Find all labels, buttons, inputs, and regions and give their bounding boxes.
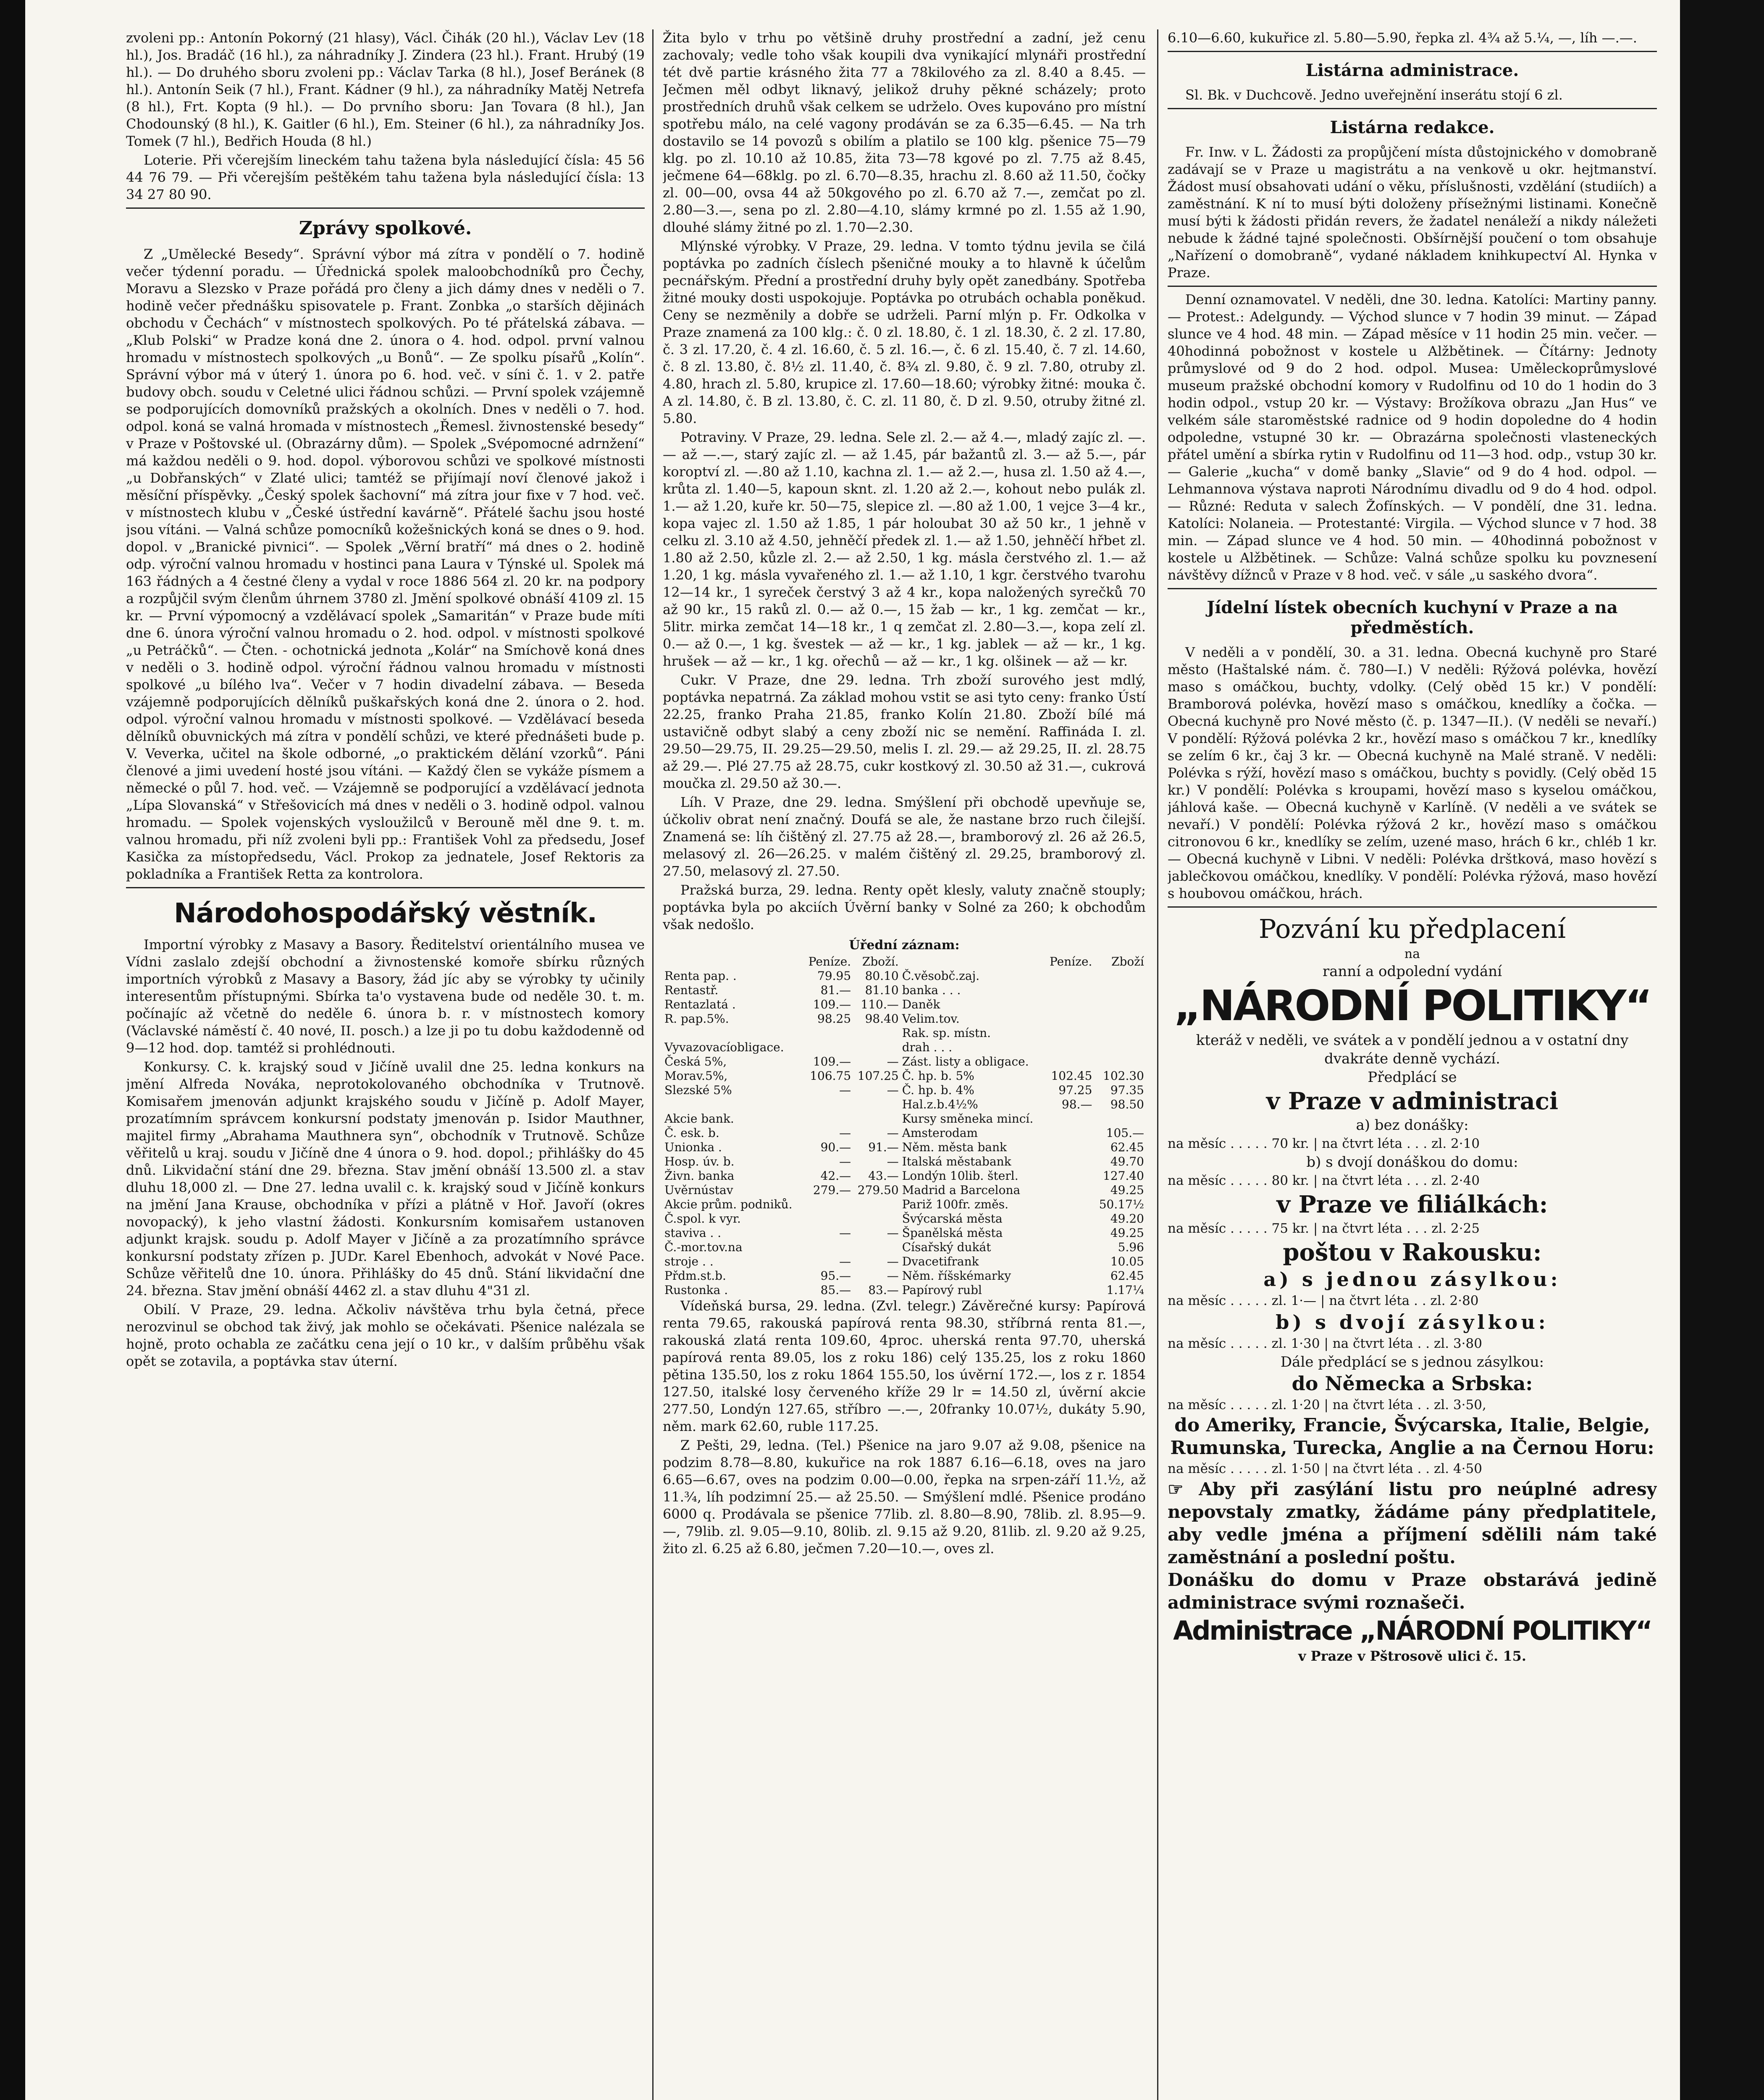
table-cell	[1045, 1183, 1094, 1197]
table-cell: —	[887, 1226, 899, 1240]
table-cell: 279.—	[813, 1183, 851, 1197]
ad-option: a) s jednou zásylkou:	[1263, 1268, 1561, 1291]
table-row	[663, 969, 1146, 983]
table-cell: Unionka .	[664, 1140, 722, 1154]
table-row	[663, 1083, 1146, 1097]
table-cell	[1045, 1026, 1094, 1040]
ad-nemecka: do Německa a Srbska:	[1292, 1372, 1533, 1395]
table-cell	[1094, 1012, 1146, 1026]
table-cell: Rustonka .	[664, 1283, 728, 1297]
table-cell: drah . . .	[902, 1040, 953, 1054]
table-cell: 98.25	[817, 1012, 851, 1026]
market-report: Potraviny. V Praze, 29. ledna. Sele zl. 2.— až 4.—, mladý zajíc zl. —.— až —.—, starý zajíc zl. — až 1.45, pár bažantů zl. 3.— až 5.—, pár koroptví zl. —.80 až 1.10, kachna zl. 1.— až 2.—, husa zl. 1.50 až 4.—, krůta zl. 1.40—5, kapoun sknt. zl. 1.20 až 2.—, kohout nebo pulák zl. 1.— až 1.20, kuře kr. 50—75, slepice zl. —.80 až 1.00, 1 vejce 3—4 kr., kopa vajec zl. 1.50 až 1.85, 1 pár holoubat 30 až 50 kr., 1 jehně v celku zl. 3.10 až 4.50, jehněčí předek zl. 1.— až 1.50, jehněčí hřbet zl. 1.80 až 2.50, kůzle zl. 2.— až 2.50, 1 kg. másla čerstvého zl. 1.— až 1.20, 1 kg. másla vyvařeného zl. 1.— až 1.10, 1 kgr. čerstvého tvarohu 12—14 kr., 1 syreček čerstvý 3 až 4 kr., kopa naložených syrečků 70 až 90 kr., 15 raků zl. 0.— až 0.—, 15 žab — kr., 1 kg. zemčat — kr., 5litr. mirka zemčat 14—18 kr., 1 q zemčat zl. 2.80—3.—, kopa zelí zl. 0.— až 0.—, 1 kg. švestek — až — kr., 1 kg. jablek — až — kr., 1 kg. hrušek — až — kr., 1 kg. ořechů — až — kr., 1 kg. olšinek — až — kr.	[663, 429, 1146, 669]
ad-delivery: Donášku do domu v Praze obstarává jedině administrace svými roznašeči.	[1168, 1570, 1657, 1613]
table-cell: 279.50	[857, 1183, 899, 1197]
divider	[1168, 588, 1657, 589]
table-cell	[663, 1097, 803, 1112]
table-cell: —	[887, 1126, 899, 1140]
ad-option: a) bez donášky:	[1356, 1117, 1469, 1134]
table-cell: 62.45	[1110, 1140, 1144, 1154]
table-cell	[853, 1026, 900, 1040]
table-row	[663, 1040, 1146, 1055]
table-cell: 97.25	[1058, 1083, 1092, 1097]
scan-edge-left	[0, 0, 25, 2100]
table-row	[663, 1240, 1146, 1255]
table-cell: 49.25	[1110, 1226, 1144, 1240]
scan-edge-right	[1680, 0, 1764, 2100]
heading-listarna-redakce: Listárna redakce.	[1330, 118, 1495, 137]
table-cell	[1045, 1240, 1094, 1255]
table-cell: 106.75	[810, 1069, 851, 1083]
table-cell: Rentazlatá .	[664, 998, 736, 1011]
ad-dale: Dále předplácí se s jednou zásylkou:	[1280, 1354, 1544, 1370]
daily-announcements: Denní oznamovatel. V neděli, dne 30. ledna. Katolíci: Martiny panny. — Protest.: Adelgundy. — Východ slunce v 7 hodin 39 minut. — Západ slunce ve 4 hod. 48 min. — Západ měsíce v 11 hodin 25 min. večer. — 40hodinná pobožnost v kostele u Alžbětinek. — Čítárny: Jednoty průmyslové od 9 do 2 hod. odpol. Musea: Uměleckoprůmyslové museum pražské obchodní komory v Rudolfinu od 10 do 1 hodin do 3 hodin odpol., vstup 20 kr. — Výstavy: Brožíkova obrazu „Jan Hus“ ve velkém sále staroměstské radnice od 9 hodin dopoledne do 4 hodin odpoledne, vstupné 30 kr. — Obrazárna společnosti vlasteneckých přátel umění a sbírka rytin v Rudolfinu od 11—3 hod. odp., vstup 30 kr. — Galerie „kucha“ v domě banky „Slavie“ od 9 do 4 hod. odpol. — Lehmannova výstava naproti Národnímu divadlu od 9 do 4 hod. odpol. — Různé: Reduta v salech Žofínských. — V pondělí, dne 31. ledna. Katolíci: Nolaneia. — Protestanté: Virgila. — Východ slunce v 7 hod. 38 min. — Západ slunce ve 4 hod. 50 min. — 40hodinná pobožnost v kostele u Alžbětinek. — Schůze: Valná schůze spolku ku povznesení návštěvy dížnců v Praze v 8 hod. več. v sále „u saského dvora“.	[1168, 291, 1657, 583]
table-cell: Přdm.st.b.	[664, 1269, 726, 1283]
price-row: na měsíc . . . . . 80 kr. | na čtvrt léta . . . zl. 2·40	[1168, 1173, 1480, 1188]
table-cell	[1045, 969, 1094, 983]
table-cell: 109.—	[813, 1055, 851, 1068]
table-cell	[803, 1112, 853, 1126]
table-cell: 95.—	[820, 1269, 851, 1283]
table-cell	[1045, 1197, 1094, 1212]
table-cell: Č.spol. k vyr.	[664, 1212, 741, 1226]
economy-article: Obilí. V Praze, 29. ledna. Ačkoliv návštěva trhu byla četná, přece nerozvinul se obchod tak živý, jak mohlo se očekávati. Pšenice nalézala se hojně, proto ochabla ze začátku cena její o 10 kr., v dalším průběhu však opět se zotavila, a poptávka stav úterní.	[126, 1302, 645, 1369]
table-cell	[803, 1040, 853, 1055]
admin-notice: Sl. Bk. v Duchcově. Jedno uveřejnění inserátu stojí 6 zl.	[1185, 87, 1563, 103]
ad-address: v Praze v Pštrosově ulici č. 15.	[1298, 1648, 1527, 1664]
ad-title: Pozvání ku předplacení	[1258, 914, 1566, 944]
table-cell: Hal.z.b.4½%	[902, 1097, 978, 1111]
table-cell: Amsterodam	[902, 1126, 978, 1140]
ad-editions: ranní a odpolední vydání	[1322, 963, 1502, 980]
column-rule	[1157, 29, 1158, 2100]
quote-table-header	[663, 955, 1146, 969]
table-row	[663, 1126, 1146, 1140]
market-report: Pražská burza, 29. ledna. Renty opět klesly, valuty značně stouply; poptávka byla po akciích Úvěrní banky v Solné za 260; k obchodům však nedošlo.	[663, 882, 1146, 932]
table-cell: 105.—	[1106, 1126, 1144, 1140]
ad-filialky: v Praze ve filiálkách:	[1276, 1191, 1548, 1218]
table-cell: 98.40	[865, 1012, 899, 1026]
table-cell	[1094, 998, 1146, 1012]
table-cell	[663, 1026, 803, 1040]
price-row: na měsíc . . . . . zl. 1·30 | na čtvrt léta . . zl. 3·80	[1168, 1336, 1482, 1351]
table-cell: 102.30	[1103, 1069, 1144, 1083]
table-cell	[1045, 998, 1094, 1012]
table-cell: R. pap.5%.	[664, 1012, 729, 1026]
table-cell: 91.—	[868, 1140, 899, 1154]
ad-description: kteráž v neděli, ve svátek a v pondělí jednou a v ostatní dny dvakráte denně vychází.	[1196, 1032, 1629, 1067]
table-cell	[803, 1197, 853, 1212]
table-cell	[803, 1026, 853, 1040]
divider	[1168, 108, 1657, 109]
table-cell: Něm. města bank	[902, 1140, 1007, 1154]
table-cell: Švýcarská města	[902, 1212, 1003, 1226]
table-cell: Morav.5%,	[664, 1069, 728, 1083]
table-row	[663, 998, 1146, 1012]
ad-praha-administrace: v Praze v administraci	[1266, 1087, 1559, 1115]
column-rule	[652, 29, 654, 2100]
table-cell: —	[887, 1083, 899, 1097]
table-row	[663, 1269, 1146, 1283]
table-cell: Císařský dukát	[902, 1240, 991, 1254]
ad-postou: poštou v Rakousku:	[1283, 1239, 1542, 1266]
table-cell: Akcie bank.	[664, 1112, 734, 1126]
ad-ameriky: do Ameriky, Francie, Švýcarska, Italie, Belgie, Rumunska, Turecka, Anglie a na Černou Horu:	[1170, 1415, 1654, 1459]
table-cell: Uvěrnústav	[664, 1183, 733, 1197]
divider	[1168, 286, 1657, 287]
table-cell: Č. hp. b. 4%	[902, 1083, 974, 1097]
table-cell: 49.25	[1110, 1183, 1144, 1197]
table-cell: —	[839, 1126, 851, 1140]
table-cell	[1045, 1055, 1094, 1069]
market-report: Cukr. V Praze, dne 29. ledna. Trh zboží surového jest mdlý, poptávka nepatrná. Za základ mohou vstit se asi tyto ceny: franko Ústí 22.25, franko Praha 21.85, franko Kolín 21.80. Zboží bílé má ustavičně odbyt slabý a ceny zboží nic se nemění. Raffináda I. zl. 29.50—29.75, II. 29.25—29.50, melis I. zl. 29.— až 29.25, II. zl. 28.75 až 29.—. Plé 27.75 až 28.75, cukr kostkový zl. 30.50 až 31.—, cukrová moučka zl. 29.50 až 30.—.	[663, 672, 1146, 791]
table-row	[663, 1097, 1146, 1112]
table-cell	[1094, 983, 1146, 998]
table-cell: 81.—	[820, 983, 851, 997]
table-cell: Akcie prům. podniků.	[664, 1197, 793, 1211]
table-cell	[1045, 1012, 1094, 1026]
table-cell: Živn. banka	[664, 1169, 735, 1183]
table-cell: Madrid a Barcelona	[902, 1183, 1021, 1197]
table-cell: banka . . .	[902, 983, 961, 997]
price-row: na měsíc . . . . . zl. 1·20 | na čtvrt léta . . zl. 3·50,	[1168, 1397, 1486, 1412]
column-header: Zboží	[1111, 955, 1144, 969]
table-cell: —	[887, 1269, 899, 1283]
column-left	[126, 29, 645, 2100]
heading-jidelni-listek: Jídelní lístek obecních kuchyní v Praze a na předměstích.	[1207, 598, 1618, 638]
table-cell	[1045, 1140, 1094, 1155]
table-cell: Pariž 100fr. změs.	[902, 1197, 1009, 1211]
table-cell: 83.—	[868, 1283, 899, 1297]
lottery-results: Loterie. Při včerejším lineckém tahu tažena byla následující čísla: 45 56 44 76 79. — Při včerejším peštěkém tahu tažena byla následující čísla: 13 34 27 80 90.	[126, 152, 645, 202]
market-report: Mlýnské výrobky. V Praze, 29. ledna. V tomto týdnu jevila se čilá poptávka po zadních číslech pšeničné mouky a to hlavně k účelům pecnářským. Přední a prostřední druhy byly opět zanedbány. Spotřeba žitné mouky dosti uspokojuje. Poptávka po otrubách ochabla poněkud. Ceny se nezměnily a dobře se udrželi. Parní mlýn p. Fr. Odkolka v Praze znamená za 100 klg.: č. 0 zl. 18.80, č. 1 zl. 18.30, č. 2 zl. 17.80, č. 3 zl. 17.20, č. 4 zl. 16.60, č. 5 zl. 16.—, č. 6 zl. 15.40, č. 7 zl. 14.60, č. 8 zl. 13.80, č. 8½ zl. 11.40, č. 8¾ zl. 9.80, č. 9 zl. 7.80, otruby zl. 4.80, hrach zl. 5.80, krupice zl. 17.60—18.60; výrobky žitné: mouka č. A zl. 14.80, č. B zl. 13.80, č. C. zl. 11 80, č. D zl. 9.50, otruby žitné zl. 5.80.	[663, 238, 1146, 426]
pest-market-continued: 6.10—6.60, kukuřice zl. 5.80—5.90, řepka zl. 4¾ až 5.¼, —, líh —.—.	[1168, 30, 1637, 46]
divider	[126, 207, 645, 209]
ad-option: b) s dvojí donáškou do domu:	[1306, 1154, 1518, 1171]
price-row: na měsíc . . . . . zl. 1·— | na čtvrt léta . . zl. 2·80	[1168, 1293, 1479, 1308]
table-cell: 85.—	[820, 1283, 851, 1297]
subscription-ad	[1168, 912, 1657, 1664]
ad-signature: Administrace „NÁRODNÍ POLITIKY“	[1173, 1615, 1651, 1646]
column-header: Zboží.	[862, 955, 899, 969]
table-cell	[803, 1240, 853, 1255]
election-results: zvoleni pp.: Antonín Pokorný (21 hlasy), Václ. Čihák (20 hl.), Václav Lev (18 hl.), Jos. Bradáč (16 hl.), za náhradníky J. Zindera (23 hl.). Frant. Hrubý (19 hl.). — Do druhého sboru zvoleni pp.: Václav Tarka (8 hl.), Josef Beránek (8 hl.). Antonín Seik (7 hl.), Frant. Kádner (9 hl.), za náhradníky Matěj Netrefa (8 hl.), Frt. Kopta (9 hl.). — Do prvního sboru: Jan Tovara (8 hl.), Jan Chodounský (8 hl.), K. Gaitler (6 hl.), Em. Steiner (6 hl.), za náhradníky Jos. Tomek (7 hl.), Bedřich Houda (8 hl.)	[126, 30, 645, 149]
table-row	[663, 1026, 1146, 1040]
table-cell: 5.96	[1118, 1240, 1144, 1254]
table-cell: 80.10	[865, 969, 899, 983]
table-cell: —	[839, 1226, 851, 1240]
economy-article: Importní výrobky z Masavy a Basory. Ředitelství orientálního musea ve Vídni zaslalo zdejší obchodní a živnostenské komoře sbírku různých importních výrobků z Masavy a Basory, žád jíc aby se výrobky ty učinily interesentům přístupnými. Sbírka ta'o vystavena bude od neděle 30. t. m. počínajíc až včetně do neděle 6. února b. r. v místnostech komory (Václavské náměstí č. 40 nové, II. posch.) a lze ji po tu dobu každodenně od 9—12 hod. dop. tamtéž si prohlédnouti.	[126, 937, 645, 1056]
table-cell: Kursy směneka mincí.	[902, 1112, 1034, 1126]
table-cell: 109.—	[813, 998, 851, 1011]
table-row	[663, 1283, 1146, 1297]
quote-table	[663, 955, 1146, 1297]
table-cell: Rentastř.	[664, 983, 719, 997]
heading-narodohospodarsky-vestnik: Národohospodářský věstník.	[174, 898, 597, 929]
table-cell	[1045, 1283, 1094, 1297]
masthead-narodni-politiky: „NÁRODNÍ POLITIKY“	[1173, 981, 1651, 1030]
table-cell: 49.70	[1110, 1155, 1144, 1168]
table-cell: 43.—	[868, 1169, 899, 1183]
table-cell	[1045, 1126, 1094, 1140]
heading-listarna-administrace: Listárna administrace.	[1305, 60, 1519, 80]
table-cell	[1045, 1155, 1094, 1169]
heading-zpravy-spolkove: Zprávy spolkové.	[299, 218, 472, 239]
table-cell: —	[839, 1155, 851, 1168]
table-row	[663, 1140, 1146, 1155]
table-cell: 98.50	[1110, 1097, 1144, 1111]
ad-predplaci: Předplácí se	[1368, 1069, 1457, 1086]
table-cell: 62.45	[1110, 1269, 1144, 1283]
table-cell: 49.20	[1110, 1212, 1144, 1226]
table-cell: Vyvazovacíobligace.	[664, 1040, 784, 1054]
price-row: na měsíc . . . . . zl. 1·50 | na čtvrt léta . . zl. 4·50	[1168, 1461, 1482, 1476]
table-cell: 42.—	[820, 1169, 851, 1183]
table-row	[663, 1183, 1146, 1197]
table-cell: 90.—	[820, 1140, 851, 1154]
pest-market: Z Pešti, 29, ledna. (Tel.) Pšenice na jaro 9.07 až 9.08, pšenice na podzim 8.78—8.80, kukuřice na rok 1887 6.16—6.18, oves na jaro 6.65—6.67, oves na podzim 0.00—0.00, řepka na srpen-září 11.½, až 11.¾, líh podzimní 25.— až 25.50. — Smýšlení mdlé. Pšenice prodáno 6000 q. Prodávala se pšenice 77lib. zl. 8.80—8.90, 78lib. zl. 8.95—9.—, 79lib. zl. 9.05—9.10, 80lib. zl. 9.15 až 9.20, 81lib. zl. 9.20 až 9.25, žito zl. 6.25 až 6.80, ječmen 7.20—10.—, oves zl.	[663, 1437, 1146, 1557]
table-cell	[803, 1212, 853, 1226]
table-cell: Londýn 10lib. šterl.	[902, 1169, 1018, 1183]
table-cell	[1094, 1112, 1146, 1126]
column-header: Peníze.	[808, 955, 851, 969]
table-cell: staviva . .	[664, 1226, 722, 1240]
table-cell: —	[887, 1155, 899, 1168]
table-cell: —	[839, 1083, 851, 1097]
table-cell: 50.17½	[1099, 1197, 1144, 1211]
editorial-notice: Fr. Inw. v L. Žádosti za propůjčení místa důstojnického v domobraně zadávají se v Praze u magistrátu a na venkově u okr. hejtmanství. Žádost musí obsahovati udání o věku, příslušnosti, vzdělání (studiích) a zaměstnání. K ní to musí býti doloženy přísežnými listinami. Konečně musí býti k žádosti přidán revers, že žadatel nenáleží a nikdy náležeti nebude k žádné tajné společnosti. Obšírnější poučení o tom obsahuje „Nařízení o domobraně“, vydané nákladem knihkupectví Al. Hynka v Praze.	[1168, 144, 1657, 281]
table-cell: 110.—	[861, 998, 899, 1011]
table-cell	[1094, 1040, 1146, 1055]
table-cell: Papírový rubl	[902, 1283, 982, 1297]
table-cell: —	[839, 1255, 851, 1268]
table-row	[663, 1197, 1146, 1212]
economy-article: Konkursy. C. k. krajský soud v Jičíně uvalil dne 25. ledna konkurs na jmění Alfreda Nováka, neprotokolovaného obchodníka v Trutnově. Komisařem jmenován adjunkt krajského soudu v Jičíně p. Adolf Mayer, prozatímním správcem konkursní podstaty jmenován p. Isidor Mauthner, majitel firmy „Abrahama Mauthnera syn“, obchodník v Trutnově. Schůze věřitelů u kraj. soudu v Jičíně dne 4 února o 9. hod. dopol.; přihlášky do 45 dnů. Likvidační stání dne 29. března. Stav jmění obnáší 13.500 zl. a stav dluhu 18,000 zl. — Dne 27. ledna uvalil c. k. krajský soud v Jičíně konkurs na jmění Jana Krause, obchodníka v přízi a plátně v Hoř. Javoří (okres novopacký), k jeho vlastní žádosti. Konkursním komisařem ustanoven adjunkt krajsk. soudu p. Adolf Mayer v Jičíně a za prozatímního správce konkursní podstaty zřízen p. JUDr. Karel Ebenhoch, advokát v Nové Pace. Schůze věřitelů dne 10. února. Přihlášky do 45 dnů. Stání likvidační dne 24. března. Stav jmění obnáší 4462 zl. a stav dluhu 4"31 zl.	[126, 1059, 645, 1299]
club-news: Z „Umělecké Besedy“. Správní výbor má zítra v pondělí o 7. hodině večer týdenní poradu. — Úřednická spolek maloobchodníků pro Čechy, Moravu a Slezsko v Praze pořádá pro členy a jich dámy dnes v neděli o 7. hodině večer přednášku spisovatele p. Frant. Zonbka „o starších dějinách obchodu v Čechách“ v místnostech spolkových. Po té přátelská zábava. — „Klub Polski“ w Pradze koná dne 2. února o 4. hod. odpol. první valnou hromadu v místnostech spolkových „u Bonů“. — Ze spolku písařů „Kolín“. Správní výbor má v úterý 1. února po 6. hod. več. v síni č. 1. v 2. patře budovy obch. soudu v Celetné ulici řádnou schůzi. — První spolek vzájemně se podporujících domovníků pražských a okolních. Dnes v neděli o 7. hod. odpol. koná se valná hromada v místnostech „Řemesl. živnostenské besedy“ v Praze v Poštovské ul. (Obrazárny dům). — Spolek „Svépomocné adrnžení“ má každou neděli o 9. hod. dopol. výborovou schůzi ve spolkové místnosti „u Dobřanských“ v Zlaté ulici; tamtéž se přijímají noví členové jakož i měsíční příspěvky. „Český spolek šachovní“ má zítra jour fixe v 7 hod. več. v místnostech klubu v „České ústřední kavárně“. Přátelé šachu jsou hosté jsou vítáni. — Valná schůze pomocníků kožešnických koná se dnes o 9. hod. dopol. v „Branické pivnici“. — Spolek „Věrní bratří“ má dnes o 2. hodině odp. výroční valnou hromadu v hostinci pana Laura v Týnské ul. Spolek má 163 řádných a 4 čestné členy a vydal v roce 1886 564 zl. 20 kr. na podpory a rozpůjčil svým členům úhrnem 3780 zl. Jmění spolkové obnáší 4109 zl. 15 kr. — První výpomocný a vzdělávací spolek „Samaritán“ v Praze bude míti dne 6. února výroční valnou hromadu o 2. hod. odpol. v místnosti spolkové „u Petráčků“. — Čten. - ochotnická jednota „Kolár“ na Smíchově koná dnes v neděli o 3. hodině odpol. výroční řádnou valnou hromadu v místnosti spolkové „u bílého lva“. Večer v 7 hodin divadelní zábava. — Beseda vzájemně podporujících dělníků puškařských koná dne 2. února o 2. hod. odpol. výroční valnou hromadu v místnosti spolkové. — Vzdělávací beseda dělníků obuvnických má zítra v pondělí schůzi, ve které přednášeti bude p. V. Veverka, učitel na škole odborné, „o praktickém dělání vzorků“. Páni členové a jimi uvedení hosté jsou vítáni. — Každý člen se vykáže písmem a německé o půl 7. hod. več. — Vzájemně se podporující a vzdělávací jednota „Lípa Slovanská“ v Střešovicích má dnes v neděli o 3. hodině odpol. valnou hromadu. — Spolek vojenských vysloužilců v Berouně měl dne 9. t. m. valnou hromadu, při níž zvoleni byli pp.: František Vohl za předsedu, Josef Kasička za místopředsedu, Václ. Prokop za jednatele, Josef Rektoris za pokladníka a František Retta za kontrolora.	[126, 246, 645, 882]
market-report: Líh. V Praze, dne 29. ledna. Smýšlení při obchodě upevňuje se, účkoliv obrat není značný. Doufá se ale, že nastane brzo ruch čilejší. Znamená se: líh čištěný zl. 27.75 až 28.—, bramborový zl. 26 až 26.5, melasový zl. 26—26.25. v malém čištěný zl. 29.25, bramborový zl. 27.50, melasový zl. 27.50.	[663, 794, 1146, 879]
table-cell	[853, 1197, 900, 1212]
heading-uredni-zaznam: Úřední záznam:	[849, 938, 960, 953]
table-cell: —	[887, 1255, 899, 1268]
table-cell: 79.95	[817, 969, 851, 983]
table-cell: 81.10	[865, 983, 899, 997]
table-cell: Španělská města	[902, 1226, 1003, 1240]
vienna-bourse: Vídeňská bursa, 29. ledna. (Zvl. telegr.) Závěrečné kursy: Papírová renta 79.65, rakouská papírová renta 98.30, stříbrná renta 81.—, rakouská zlatá renta 109.60, 4proc. uherská renta 97.70, uherská papírová renta 89.05, los z roku 186) celý 135.25, los z roku 1860 pětina 135.50, los z roku 1864 155.50, los úvěrní 172.—, los z r. 1854 127.50, italské losy červeného kříže 29 lr = 14.50 zl, úvěrní akcie 277.50, Londýn 127.65, stříbro —.—, 20franky 10.07½, dukáty 5.90, něm. mark 62.60, ruble 117.25.	[663, 1298, 1146, 1434]
grain-report-continued: Žita bylo v trhu po většině druhy prostřední a zadní, jež cenu zachovaly; vedle toho však koupili dva vynikající mlynáři prostřední tét dvě partie krásného žita 77 a 78kilového za zl. 8.40 a 8.45. — Ječmen měl odbyt liknavý, jelikož druhy pěkné scházely; proto prostředních druhů však celkem se udrželo. Oves kupováno pro místní spotřebu málo, na celé vagony prodáván se za 6.35—6.45. — Na trh dostavilo se 14 povozů s obilím a platilo se 100 klg. pšenice 75—79 klg. po zl. 10.10 až 10.85, žita 73—78 kgové po zl. 7.75 až 8.45, ječmene 64—68klg. po zl. 6.70—8.35, hrachu zl. 8.60 až 11.50, čočky zl. 00—00, ovsa 44 až 50kgového po zl. 6.70 až 7.—, zemčat po zl. 2.80—3.—, sena po zl. 2.80—4.10, slámy krmné po zl. 1.55 až 1.90, dlouhé slámy žitné po zl. 1.70—2.30.	[663, 30, 1146, 235]
table-cell: Daněk	[902, 998, 940, 1011]
table-cell: stroje . .	[664, 1255, 714, 1268]
table-cell: Něm. říšskémarky	[902, 1269, 1011, 1283]
table-cell	[1045, 1212, 1094, 1226]
table-row	[663, 1226, 1146, 1240]
table-cell: Č. esk. b.	[664, 1126, 719, 1140]
table-row	[663, 1212, 1146, 1226]
table-row	[663, 1012, 1146, 1026]
table-cell	[1094, 969, 1146, 983]
table-cell: Rak. sp. místn.	[902, 1026, 991, 1040]
table-cell	[803, 1097, 853, 1112]
table-cell: 107.25	[857, 1069, 899, 1083]
price-row: na měsíc . . . . . 75 kr. | na čtvrt léta . . . zl. 2·25	[1168, 1221, 1480, 1236]
menu-listing: V neděli a v pondělí, 30. a 31. ledna. Obecná kuchyně pro Staré město (Haštalské nám. č. 780—I.) V neděli: Rýžová polévka, hovězí maso s omáčkou, buchty, vdolky. (Celý oběd 15 kr.) V pondělí: Bramborová polévka, hovězí maso s omáčkou, knedlíky a čočka. — Obecná kuchyně pro Nové město (č. p. 1347—II.). (V neděli se nevaří.) V pondělí: Rýžová polévka 2 kr., hovězí maso s omáčkou 7 kr., knedlíky se zelím 6 kr., čaj 3 kr. — Obecná kuchyně na Malé straně. V neděli: Polévka s rýží, hovězí maso s omáčkou, buchty s povidly. (Celý oběd 15 kr.) V pondělí: Polévka s kroupami, hovězí maso s kyselou omáčkou, jáhlová kaše. — Obecná kuchyně v Karlíně. (V neděli a ve svátek se nevaří.) V pondělí: Polévka rýžová 2 kr., hovězí maso s omáčkou citronovou 6 kr., knedlíky se zelím, uzené maso, hrách 6 kr., chléb 1 kr. — Obecná kuchyně v Libni. V neděli: Polévka drštková, maso hovězí s jablečkovou omáčkou, knedlíky. V pondělí: Polévka rýžová, maso hovězí s houbovou omáčkou, hrách.	[1168, 644, 1657, 901]
table-cell: Česká 5%,	[664, 1055, 727, 1068]
table-row	[663, 1255, 1146, 1269]
price-row: na měsíc . . . . . 70 kr. | na čtvrt léta . . . zl. 2·10	[1168, 1136, 1480, 1151]
table-cell: Renta pap. .	[664, 969, 737, 983]
table-cell	[1094, 1026, 1146, 1040]
table-row	[663, 1112, 1146, 1126]
table-cell: 10.05	[1110, 1255, 1144, 1268]
column-right	[1168, 29, 1657, 2100]
table-cell: Č.-mor.tov.na	[664, 1240, 743, 1254]
table-cell: Č. hp. b. 5%	[902, 1069, 974, 1083]
table-cell	[853, 1240, 900, 1255]
ad-na: na	[1404, 947, 1420, 961]
table-cell: 98.—	[1061, 1097, 1092, 1111]
divider	[1168, 51, 1657, 52]
table-cell: 102.45	[1051, 1069, 1092, 1083]
table-row	[663, 1155, 1146, 1169]
ad-option: b) s dvojí zásylkou:	[1276, 1311, 1549, 1334]
table-cell: 127.40	[1103, 1169, 1144, 1183]
table-cell: Č.věsobč.zaj.	[902, 969, 980, 983]
table-cell: Dvacetifrank	[902, 1255, 979, 1268]
table-cell: Hosp. úv. b.	[664, 1155, 735, 1168]
table-cell: Slezské 5%	[664, 1083, 732, 1097]
table-cell: —	[887, 1055, 899, 1068]
table-cell	[853, 1112, 900, 1126]
table-cell: 1.17¼	[1106, 1283, 1144, 1297]
table-row	[663, 983, 1146, 998]
table-cell: Velim.tov.	[902, 1012, 960, 1026]
column-header: Peníze.	[1050, 955, 1092, 969]
table-cell	[1045, 1255, 1094, 1269]
table-cell	[1045, 1040, 1094, 1055]
table-cell	[1045, 1226, 1094, 1240]
ad-note: ☞ Aby při zasýlání listu pro neúplné adresy nepovstaly zmatky, žádáme pány předplatitele, aby vedle jména a příjmení sdělili nám také zaměstnání a poslední poštu.	[1168, 1479, 1657, 1567]
table-cell	[1045, 1169, 1094, 1183]
table-cell	[1045, 1112, 1094, 1126]
table-cell: Italská městabank	[902, 1155, 1011, 1168]
table-cell	[853, 1040, 900, 1055]
divider	[126, 887, 645, 888]
table-cell: Zást. listy a obligace.	[902, 1055, 1029, 1068]
table-cell	[853, 1097, 900, 1112]
table-row	[663, 1169, 1146, 1183]
table-cell	[1094, 1055, 1146, 1069]
table-cell	[853, 1212, 900, 1226]
table-cell	[1045, 1269, 1094, 1283]
divider	[1168, 906, 1657, 908]
table-cell	[1045, 983, 1094, 998]
table-cell: 97.35	[1110, 1083, 1144, 1097]
table-row	[663, 1055, 1146, 1069]
table-row	[663, 1069, 1146, 1083]
column-middle	[663, 29, 1146, 2100]
